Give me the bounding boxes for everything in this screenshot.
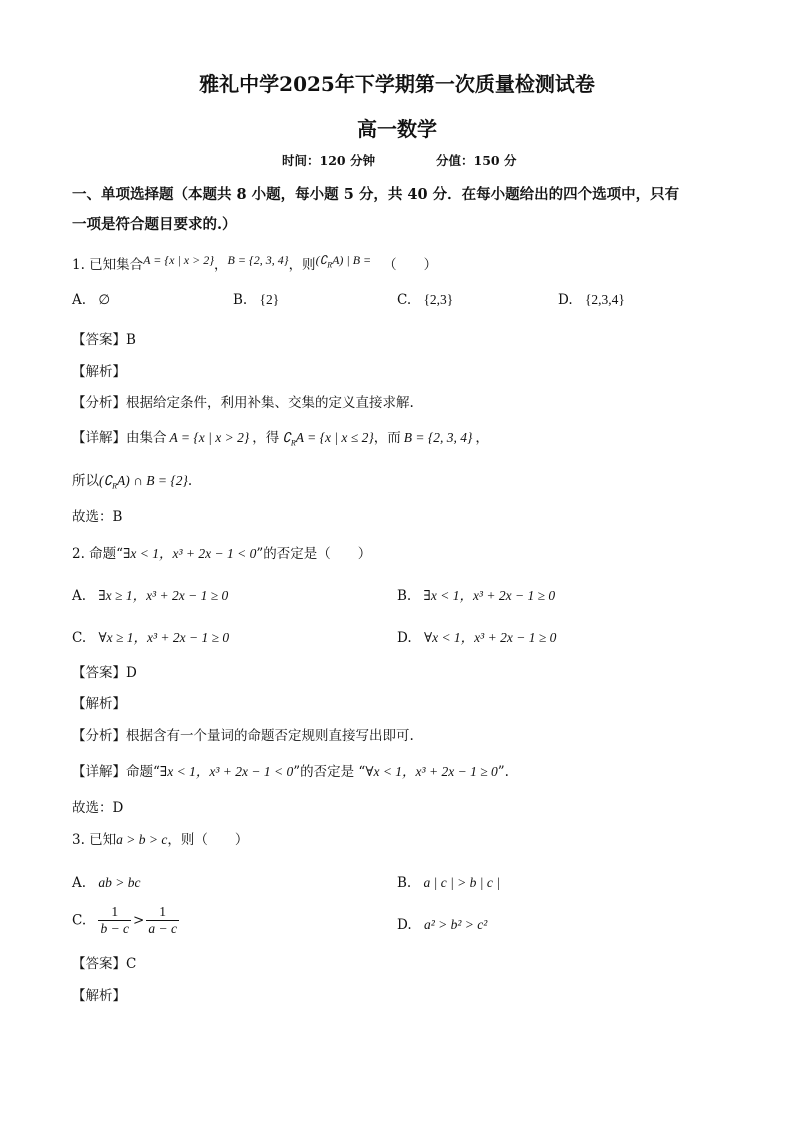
q2-prefix: 2. 命题“ — [72, 546, 124, 562]
q1-expr: (∁ — [315, 253, 328, 267]
q1-option-a — [72, 292, 110, 308]
question-1 — [72, 253, 437, 274]
xiangjie-text-e: ，而 — [373, 430, 401, 446]
q3-option-c-fraction-right — [146, 904, 179, 937]
q3-option-c-gt: > — [133, 912, 145, 929]
q2-answer — [72, 661, 137, 681]
q1-option-d-text: {2,3,4} — [584, 292, 625, 307]
q1-option-b-label: B. — [233, 292, 248, 308]
q2-option-d-label: D. — [397, 630, 412, 646]
q2-option-a-text: ∃x ≥ 1，x³ + 2x − 1 ≥ 0 — [98, 588, 229, 603]
q1-option-c-text: {2,3} — [423, 292, 454, 307]
q1-option-c-label: C. — [397, 292, 412, 308]
xiangjie-text-b: ，得 — [252, 430, 280, 446]
q3-option-c-den-left: b − c — [100, 921, 130, 936]
q1-guxuan: 故选：B — [72, 509, 123, 525]
section-heading-line1: 一、单项选择题（本题共 8 小题，每小题 5 分，共 40 分．在每小题给出的四个选项中，只有 — [72, 186, 680, 203]
q2-proposition: ∃x < 1，x³ + 2x − 1 < 0 — [123, 546, 257, 561]
q3-option-c-num-left: 1 — [98, 904, 131, 921]
q3-option-a-text: ab > bc — [98, 875, 141, 890]
xiangjie-text-f: ， — [475, 430, 489, 446]
q1-expr-end: A) | B = — [332, 253, 372, 267]
q3-analysis-tag: 【解析】 — [72, 988, 126, 1004]
q2-option-c-label: C. — [72, 630, 87, 646]
xiangjie-complement-sub: R — [290, 438, 296, 448]
q3-suffix: ，则（ ） — [167, 832, 249, 848]
fenxi-text: 根据含有一个量词的命题否定规则直接写出即可. — [126, 728, 414, 744]
answer-tag: 【答案】 — [72, 956, 126, 972]
xiangjie-text-c: ”. — [497, 764, 509, 780]
q1-prefix: 1. 已知集合 — [72, 257, 144, 273]
q1-sep: ， — [214, 257, 228, 273]
xiangjie-text-a: 命题“ — [126, 764, 160, 780]
q3-option-b — [397, 875, 500, 891]
q2-option-d — [397, 626, 556, 646]
q3-condition: a > b > c — [116, 832, 168, 847]
xiangjie-set-b: B = {2, 3, 4} — [403, 430, 473, 445]
question-3 — [72, 828, 248, 848]
suoyi-expr-a: (∁ — [99, 473, 113, 488]
q1-option-b-text: {2} — [259, 292, 280, 307]
suoyi-end: . — [187, 473, 193, 489]
q3-option-d — [397, 917, 487, 933]
q1-fenxi — [72, 391, 414, 411]
q2-analysis-tag: 【解析】 — [72, 696, 126, 712]
q2-fenxi — [72, 724, 414, 744]
q1-set-a: A = {x | x > 2} — [143, 253, 215, 267]
suoyi-expr-b: A) ∩ B = {2} — [116, 473, 188, 488]
answer-value: D — [126, 665, 137, 681]
xiangjie-negation: ∀x < 1，x³ + 2x − 1 ≥ 0 — [365, 764, 498, 779]
q2-option-a — [72, 584, 228, 604]
xiangjie-complement: ∁ — [282, 430, 291, 445]
q1-option-b — [233, 292, 279, 308]
q2-option-b-label: B. — [397, 588, 412, 604]
q1-answer — [72, 328, 136, 348]
q1-option-d-label: D. — [558, 292, 573, 308]
fenxi-tag: 【分析】 — [72, 395, 126, 411]
q2-option-c-text: ∀x ≥ 1，x³ + 2x − 1 ≥ 0 — [98, 630, 230, 645]
q3-option-c-label: C. — [72, 912, 87, 929]
xiangjie-tag: 【详解】 — [72, 764, 126, 780]
q1-option-d — [558, 292, 625, 308]
q2-guxuan: 故选：D — [72, 800, 124, 816]
q1-xiangjie — [72, 426, 489, 448]
q2-option-a-label: A. — [72, 588, 87, 604]
q2-xiangjie — [72, 760, 509, 780]
q3-option-c-fraction-left — [98, 904, 131, 937]
xiangjie-text-b: ”的否定是 “ — [293, 764, 366, 780]
xiangjie-complement-set: A = {x | x ≤ 2} — [295, 430, 374, 445]
q3-prefix: 3. 已知 — [72, 832, 117, 848]
answer-value: C — [126, 956, 137, 972]
xiangjie-tag: 【详解】 — [72, 430, 126, 446]
section-heading-line2: 一项是符合题目要求的.） — [72, 216, 237, 233]
q3-option-d-text: a² > b² > c² — [423, 917, 488, 932]
answer-tag: 【答案】 — [72, 665, 126, 681]
q2-option-b-text: ∃x < 1，x³ + 2x − 1 ≥ 0 — [423, 588, 556, 603]
q3-option-a-label: A. — [72, 875, 87, 891]
fenxi-text: 根据给定条件，利用补集、交集的定义直接求解. — [126, 395, 414, 411]
q3-option-c-num-right: 1 — [146, 904, 179, 921]
q3-option-b-text: a | c | > b | c | — [423, 875, 500, 890]
q1-then: ，则 — [288, 257, 316, 273]
q1-option-c — [397, 292, 453, 308]
q1-analysis-tag: 【解析】 — [72, 364, 126, 380]
q3-option-d-label: D. — [397, 917, 412, 933]
question-2 — [72, 542, 371, 562]
xiangjie-set-a: A = {x | x > 2} — [169, 430, 250, 445]
q2-suffix: ”的否定是（ ） — [256, 546, 372, 562]
q2-option-d-text: ∀x < 1，x³ + 2x − 1 ≥ 0 — [423, 630, 557, 645]
fenxi-tag: 【分析】 — [72, 728, 126, 744]
exam-subtitle: 高一数学 — [357, 117, 437, 141]
xiangjie-text-a: 由集合 — [126, 430, 167, 446]
suoyi-expr-sub: R — [112, 481, 117, 491]
q2-option-b — [397, 584, 555, 604]
q3-option-a — [72, 875, 140, 891]
xiangjie-proposition: ∃x < 1，x³ + 2x − 1 < 0 — [159, 764, 294, 779]
q1-option-a-label: A. — [72, 292, 87, 308]
exam-title: 雅礼中学2025年下学期第一次质量检测试卷 — [199, 72, 595, 96]
exam-time: 时间：120 分钟 — [282, 153, 375, 168]
q1-suoyi — [72, 469, 192, 491]
q1-expr-sub: R — [327, 260, 333, 270]
q3-option-c-den-right: a − c — [148, 921, 177, 936]
q3-option-b-label: B. — [397, 875, 412, 891]
answer-value: B — [126, 332, 136, 348]
q3-option-c — [72, 904, 181, 937]
exam-score: 分值：150 分 — [436, 153, 517, 168]
q2-option-c — [72, 626, 229, 646]
q1-option-a-text: ∅ — [98, 292, 111, 307]
q1-paren: （ ） — [383, 257, 438, 273]
answer-tag: 【答案】 — [72, 332, 126, 348]
q3-answer — [72, 952, 136, 972]
q1-set-b: B = {2, 3, 4} — [227, 253, 289, 267]
suoyi-text: 所以 — [72, 473, 99, 489]
